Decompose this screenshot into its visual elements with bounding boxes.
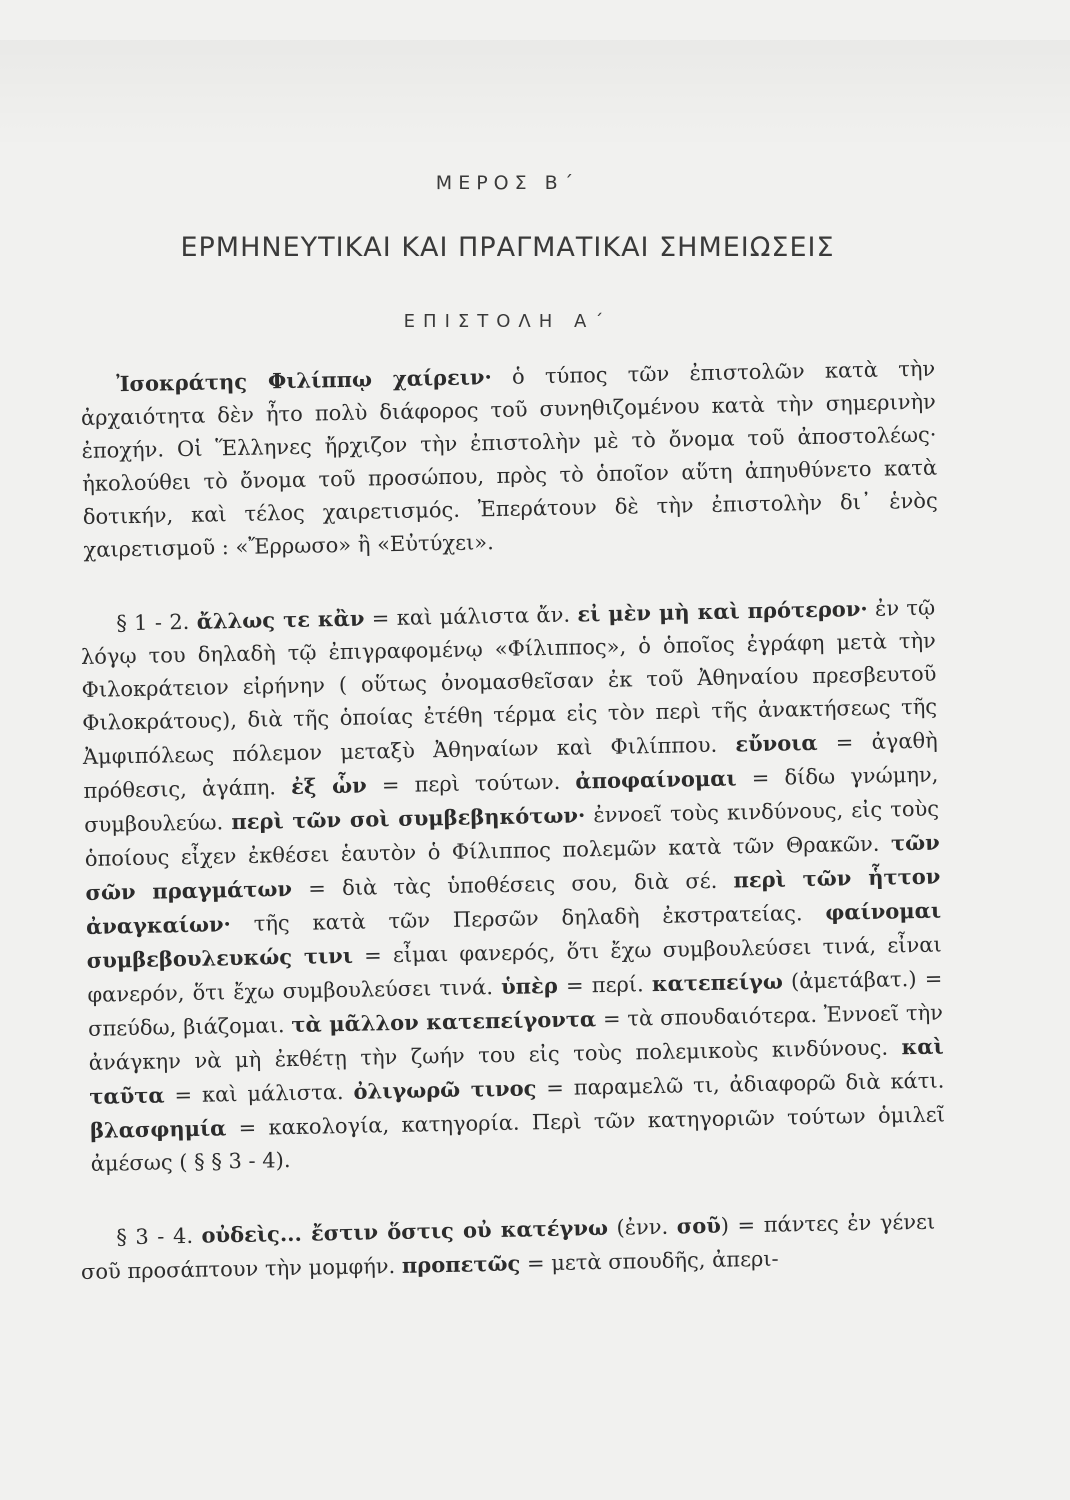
gloss-text: ἐν τῷ λόγῳ του δηλαδὴ τῷ ἐπιγραφομένῳ «Φίλιππος», ὁ ὁποῖος ἐγράφη μετὰ τὴν Φιλοκράτειον εἰρήνην ( οὕτως ὀνομασθεῖσαν ἐκ τοῦ Ἀθηναίου πρεσβευτοῦ Φιλοκράτους), διὰ τῆς ὁποίας ἐτέθη τέρμα εἰς τὸν περὶ τῆς ἀνακτήσεως τῆς Ἀμφιπόλεως πόλεμον μεταξὺ Ἀθηναίων καὶ Φιλίππου. xyxy=(80,595,938,769)
lemma-term: ὀλιγωρῶ τινος xyxy=(353,1075,537,1104)
lemma-term: τῶν σῶν πραγμάτων xyxy=(85,829,940,905)
lemma-term: οὐδεὶς... ἔστιν ὅστις οὐ κατέγνω xyxy=(201,1214,609,1248)
paragraph-section-3-4 xyxy=(80,1205,936,1289)
gloss-text: § 3 - 4. xyxy=(116,1223,202,1250)
gloss-text: = περί. xyxy=(557,972,653,998)
gloss-text: (ἀμετάβατ.) = σπεύδω, βιάζομαι. xyxy=(87,966,943,1041)
lemma-term: Ἰσοκράτης Φιλίππῳ χαίρειν· xyxy=(116,364,493,397)
gloss-text: = καὶ μάλιστα. xyxy=(164,1079,354,1108)
lemma-term: τὰ μᾶλλον κατεπείγοντα xyxy=(291,1006,597,1038)
lemma-term: ἄλλως τε κἂν xyxy=(196,605,365,634)
gloss-text: = τὰ σπουδαιότερα. Ἐννοεῖ τὴν ἀνάγκην νὰ μὴ ἐκθέτῃ τὴν ζωήν του εἰς τοὺς πολεμικοὺς κινδύνους. xyxy=(88,1000,944,1075)
gloss-text: = εἶμαι φανερός, ὅτι ἔχω συμβουλεύσει τινά, εἶναι φανερόν, ὅτι ἔχω συμβουλεύσει τινά. xyxy=(87,932,942,1007)
gloss-text: = ἀγαθὴ πρόθεσις, ἀγάπη. xyxy=(83,728,938,803)
paragraph-intro xyxy=(80,352,939,567)
part-title: ΜΕΡΟΣ Β΄ xyxy=(435,172,580,194)
lemma-term: κατεπείγω xyxy=(651,968,784,997)
lemma-term: ἀποφαίνομαι xyxy=(575,765,737,794)
gloss-text: ὁ τύπος τῶν ἐπιστολῶν κατὰ τὴν ἀρχαιότητα δὲν ἦτο πολὺ διάφορος τοῦ συνηθιζομένου κατὰ τὴν σημερινὴν ἐποχήν. Οἱ Ἕλληνες ἤρχιζον τὴν ἐπιστολὴν μὲ τὸ ὄνομα τοῦ ἀποστολέως· ἠκολούθει τὸ ὄνομα τοῦ προσώπου, πρὸς τὸ ὁποῖον αὕτη ἀπηυθύνετο κατὰ δοτικήν, καὶ τέλος χαιρετισμός. Ἐπεράτουν δὲ τὴν ἐπιστολὴν δι᾿ ἑνὸς χαιρετισμοῦ : «Ἔρρωσο» ἢ «Εὐτύχει». xyxy=(80,356,938,562)
lemma-term: εἰ μὲν μὴ καὶ πρότερον· xyxy=(577,595,868,627)
lemma-term: ἐξ ὧν xyxy=(290,772,367,799)
gloss-text: = παραμελῶ τι, ἀδιαφορῶ διὰ κάτι. xyxy=(536,1068,945,1101)
gloss-text: = κακολογία, κατηγορία. Περὶ τῶν κατηγοριῶν τούτων ὁμιλεῖ ἀμέσως ( § § 3 - 4). xyxy=(90,1102,946,1176)
lemma-term: βλασφημία xyxy=(89,1115,227,1143)
gloss-text: = δίδω γνώμην, συμβουλεύω. xyxy=(83,762,939,837)
gloss-text: = διὰ τὰς ὑποθέσεις σου, διὰ σέ. xyxy=(291,868,734,901)
document-page xyxy=(80,172,946,1329)
lemma-term: φαίνομαι συμβεβουλευκώς τινι xyxy=(86,897,942,973)
gloss-text: § 1 - 2. xyxy=(116,609,197,636)
letter-title: ΕΠΙΣΤΟΛΗ Α΄ xyxy=(403,311,612,332)
lemma-term: περὶ τῶν σοὶ συμβεβηκότων· xyxy=(231,802,586,835)
gloss-text: = περὶ τούτων. xyxy=(366,769,576,798)
gloss-text: (ἐνν. xyxy=(607,1214,677,1240)
gloss-text: = μετὰ σπουδῆς, ἀπερι- xyxy=(520,1246,779,1276)
gloss-text: ) = πάντες ἐν γένει σοῦ προσάπτουν τὴν μομφήν. xyxy=(80,1209,936,1284)
main-title: ΕΡΜΗΝΕΥΤΙΚΑΙ ΚΑΙ ΠΡΑΓΜΑΤΙΚΑΙ ΣΗΜΕΙΩΣΕΙΣ xyxy=(180,232,835,263)
lemma-term: προπετῶς xyxy=(401,1250,521,1278)
lemma-term: σοῦ xyxy=(676,1212,722,1239)
lemma-term: καὶ ταῦτα xyxy=(89,1033,944,1109)
lemma-term: περὶ τῶν ἧττον ἀναγκαίων· xyxy=(85,863,941,939)
gloss-text: τῆς κατὰ τῶν Περσῶν δηλαδὴ ἐκστρατείας. xyxy=(230,900,826,937)
lemma-term: εὔνοια xyxy=(735,729,818,757)
gloss-text: ἐννοεῖ τοὺς κινδύνους, εἰς τοὺς ὁποίους εἶχεν ἐκθέσει ἑαυτὸν ὁ Φίλιππος πολεμῶν κατὰ τῶν Θρακῶν. xyxy=(84,796,940,871)
paragraph-section-1-2 xyxy=(80,591,946,1181)
lemma-term: ὑπὲρ xyxy=(500,972,559,999)
page-bleed-through xyxy=(0,40,1070,150)
gloss-text: = καὶ μάλιστα ἄν. xyxy=(364,602,578,631)
